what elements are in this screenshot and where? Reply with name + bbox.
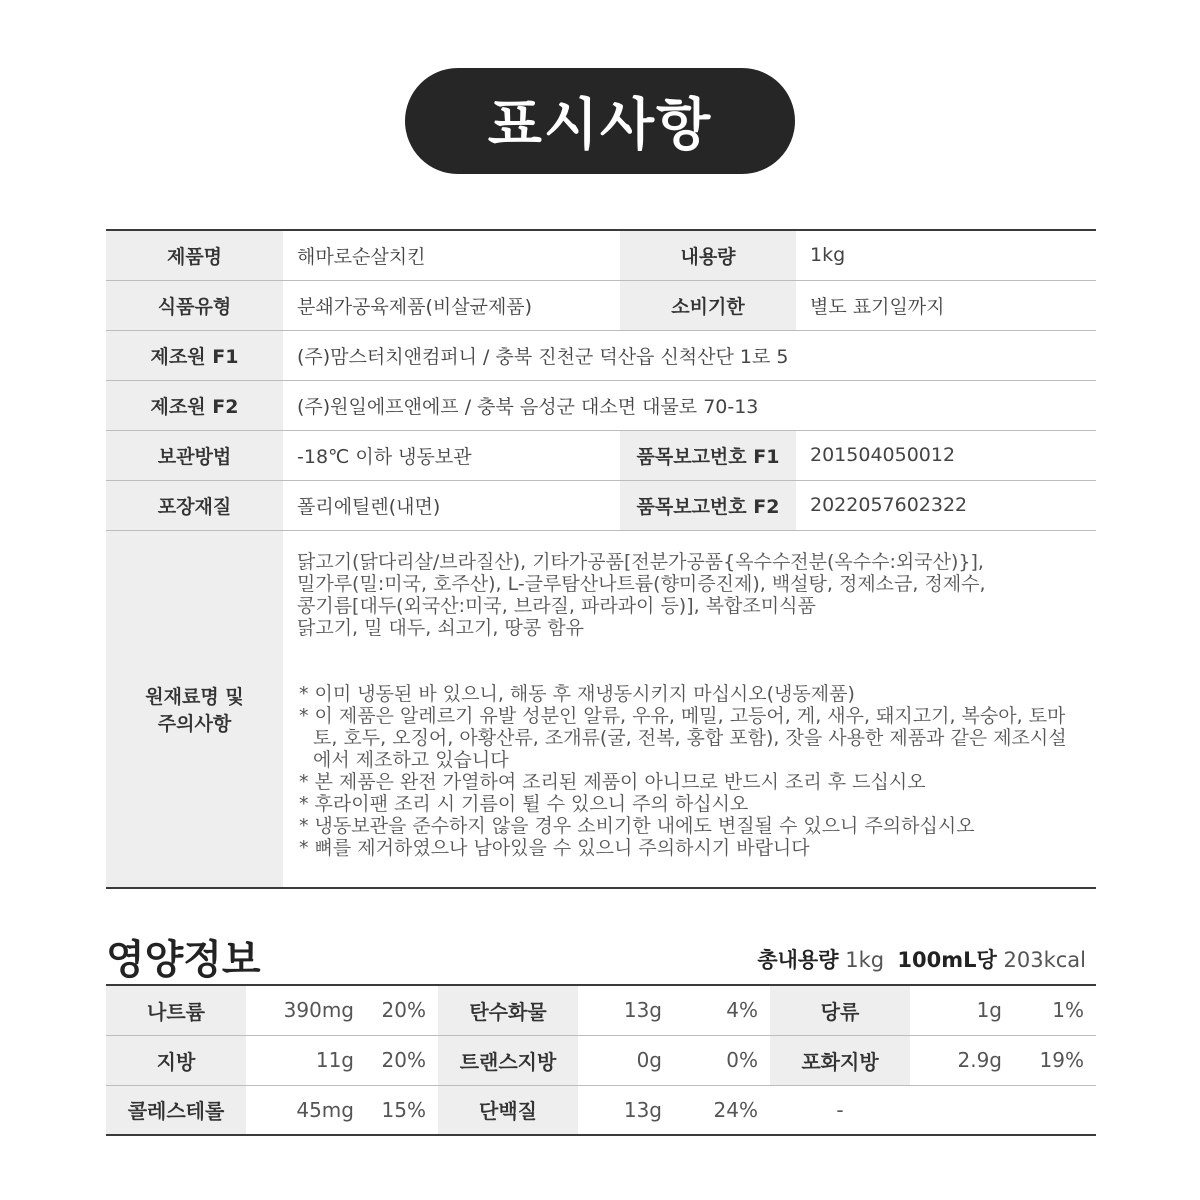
raw-materials-label-line1: 원재료명 및 [145,685,244,708]
ingredient-line: 콩기름[대두(외국산:미국, 브라질, 파라과이 등)], 복합조미식품 [297,594,816,617]
nutrient-percent: 24% [674,1085,770,1135]
nutrient-empty: - [770,1085,910,1135]
nutrient-amount [910,1085,1014,1135]
nutrition-summary [757,944,1086,974]
volume-label: 내용량 [620,230,796,280]
page-title: 표시사항 [487,93,713,158]
nutrient-name: 탄수화물 [438,985,578,1035]
raw-materials-value [283,530,1096,888]
maker-f1-value: (주)맘스터치앤컴퍼니 / 충북 진천군 덕산읍 신척산단 1로 5 [283,330,1096,380]
report-f1-label: 품목보고번호 F1 [620,430,796,480]
report-f1-value: 201504050012 [796,430,1096,480]
warning-line: * 후라이팬 조리 시 기름이 튈 수 있으니 주의 하십시오 [299,792,749,815]
nutrient-percent: 19% [1014,1035,1096,1085]
table-row [106,330,1096,380]
ingredient-line: 닭고기(닭다리살/브라질산), 기타가공품[전분가공품{옥수수전분(옥수수:외국산)}], [297,550,984,573]
nutrient-name: 콜레스테롤 [106,1085,246,1135]
nutrient-name: 트랜스지방 [438,1035,578,1085]
warning-line: * 뼈를 제거하였으나 남아있을 수 있으니 주의하시기 바랍니다 [299,836,810,859]
total-volume-value: 1kg [845,948,885,972]
nutrient-name: 단백질 [438,1085,578,1135]
title-badge [405,68,795,174]
total-volume-label: 총내용량 [757,948,839,972]
table-row [106,430,1096,480]
nutrient-amount: 11g [246,1035,366,1085]
nutrient-percent [1014,1085,1096,1135]
nutrient-percent: 20% [366,1035,438,1085]
nutrient-name: 포화지방 [770,1035,910,1085]
nutrient-amount: 45mg [246,1085,366,1135]
volume-value: 1kg [810,244,846,267]
storage-label: 보관방법 [106,430,283,480]
nutrient-amount: 0g [578,1035,674,1085]
nutrient-percent: 1% [1052,998,1084,1023]
food-type-value: 분쇄가공육제품(비살균제품) [283,280,620,330]
product-name-value: 해마로순살치킨 [297,245,426,268]
expiry-value: 별도 표기일까지 [796,280,1096,330]
nutrition-title: 영양정보 [106,937,261,983]
allergen-line: 닭고기, 밀 대두, 쇠고기, 땅콩 함유 [297,616,584,639]
nutrient-percent: 15% [366,1085,438,1135]
spacer [297,639,1082,683]
report-f2-label: 품목보고번호 F2 [620,480,796,530]
raw-materials-label-line2: 주의사항 [157,712,232,735]
nutrient-amount: 2.9g [910,1035,1014,1085]
nutrition-table [106,984,1096,1136]
product-info-table [106,229,1096,889]
raw-materials-label [106,530,283,888]
table-row [106,1035,1096,1085]
kcal-value: 203kcal [1003,948,1086,972]
nutrient-amount: 1g [976,998,1002,1023]
maker-f1-label: 제조원 F1 [106,330,283,380]
warning-line: * 본 제품은 완전 가열하여 조리된 제품이 아니므로 반드시 조리 후 드십시오 [299,770,926,793]
table-row [106,985,1096,1035]
nutrient-amount: 390mg [283,998,354,1023]
maker-f2-value: (주)원일에프앤에프 / 충북 음성군 대소면 대물로 70-13 [283,380,1096,430]
warning-line: * 냉동보관을 준수하지 않을 경우 소비기한 내에도 변질될 수 있으니 주의하십시오 [299,814,975,837]
food-type-label: 식품유형 [106,280,283,330]
packaging-value: 폴리에틸렌(내면) [283,480,620,530]
nutrient-name: 나트륨 [106,985,246,1035]
expiry-label: 소비기한 [620,280,796,330]
warning-line: * 이미 냉동된 바 있으니, 해동 후 재냉동시키지 마십시오(냉동제품) [299,682,855,705]
warning-line: * 이 제품은 알레르기 유발 성분인 알류, 우유, 메밀, 고등어, 게, 새우, 돼지고기, 복숭아, 토마토, 호두, 오징어, 아황산류, 조개류(굴, 전복, 홍합 포함), 잣을 사용한 제품과 같은 제조시설에서 제조하고 있습니다 [299,704,1067,771]
per-serving-label: 100mL당 [897,948,997,972]
report-f2-value: 2022057602322 [796,480,1096,530]
ingredient-line: 밀가루(밀:미국, 호주산), L-글루탐산나트륨(향미증진제), 백설탕, 정제소금, 정제수, [297,572,986,595]
nutrient-amount: 13g [578,1085,674,1135]
nutrient-name: 지방 [106,1035,246,1085]
nutrient-percent: 0% [674,1035,770,1085]
product-name-label: 제품명 [106,230,283,280]
table-row [106,280,1096,330]
table-row [106,480,1096,530]
storage-value: -18℃ 이하 냉동보관 [283,430,620,480]
table-row [106,380,1096,430]
nutrient-percent: 20% [381,998,426,1023]
nutrient-percent: 4% [726,998,758,1023]
maker-f2-label: 제조원 F2 [106,380,283,430]
table-row [106,230,1096,280]
nutrient-name: 당류 [770,985,910,1035]
packaging-label: 포장재질 [106,480,283,530]
nutrient-amount: 13g [623,998,662,1023]
table-row [106,530,1096,888]
table-row [106,1085,1096,1135]
